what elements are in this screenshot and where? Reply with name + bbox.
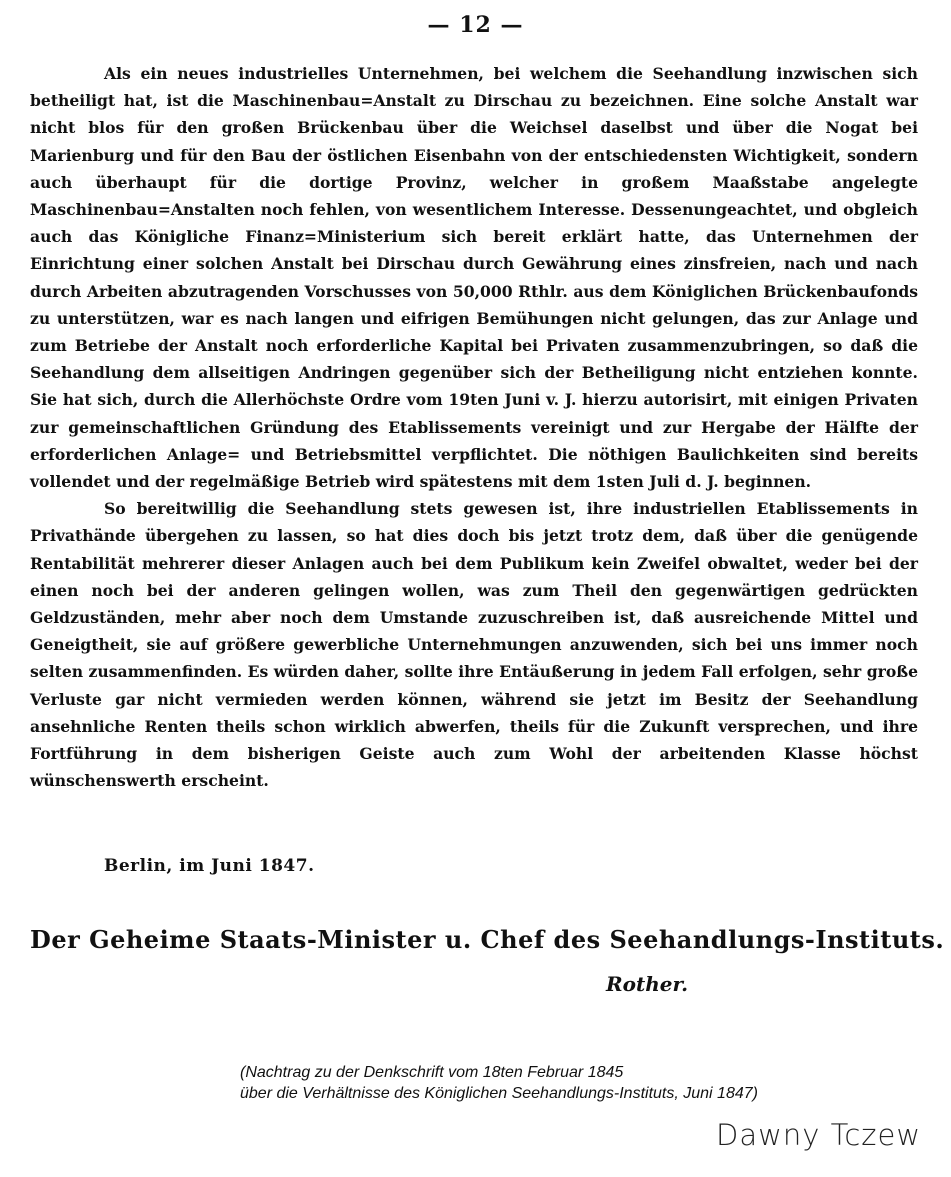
watermark: Dawny Tczew (716, 1118, 922, 1152)
source-footnote (240, 1062, 758, 1104)
page-number: — 12 — (427, 12, 524, 38)
footnote-line-2: über die Verhältnisse des Königlichen Seehandlungs-Instituts, Juni 1847) (240, 1085, 758, 1102)
paragraph-2: So bereitwillig die Seehandlung stets gewesen ist, ihre industriellen Etablissements in Privathände übergehen zu lassen, so hat dies doch bis jetzt trotz dem, daß über die genügende Rentabilität mehrerer dieser Anlagen auch bei dem Publikum kein Zweifel obwaltet, weder bei der einen noch bei der anderen gelingen wollen, was zum Theil den gegenwärtigen gedrückten Geldzuständen, mehr aber noch dem Umstande zuzuschreiben ist, daß ausreichende Mittel und Geneigtheit, sie auf größere gewerbliche Unternehmungen anzuwenden, sich bei uns immer noch selten zusammenfinden. Es würden daher, sollte ihre Entäußerung in jedem Fall erfolgen, sehr große Verluste gar nicht vermieden werden können, während sie jetzt im Besitz der Seehandlung ansehnliche Renten theils schon wirklich abwerfen, theils für die Zukunft versprechen, und ihre Fortführung in dem bisherigen Geiste auch zum Wohl der arbeitenden Klasse höchst wünschenswerth erscheint. (30, 499, 918, 791)
signature-title: Der Geheime Staats-Minister u. Chef des Seehandlungs-Instituts. (30, 925, 945, 954)
document-body (30, 60, 918, 794)
signature-name: Rother. (606, 972, 689, 996)
paragraph-1: Als ein neues industrielles Unternehmen, bei welchem die Seehandlung inzwischen sich betheiligt hat, ist die Maschinenbau=Anstalt zu Dirschau zu bezeichnen. Eine solche Anstalt war nicht blos für den großen Brückenbau über die Weichsel daselbst und über die Nogat bei Marienburg und für den Bau der östlichen Eisenbahn von der entschiedensten Wichtigkeit, sondern auch überhaupt für die dortige Provinz, welcher in großem Maaßstabe angelegte Maschinenbau=Anstalten noch fehlen, von wesentlichem Interesse. Dessenungeachtet, und obgleich auch das Königliche Finanz=Ministerium sich bereit erklärt hatte, das Unternehmen der Einrichtung einer solchen Anstalt bei Dirschau durch Gewährung eines zinsfreien, nach und nach durch Arbeiten abzutragenden Vorschusses von 50,000 Rthlr. aus dem Königlichen Brückenbaufonds zu unterstützen, war es nach langen und eifrigen Bemühungen nicht gelungen, das zur Anlage und zum Betriebe der Anstalt noch erforderliche Kapital bei Privaten zusammenzubringen, so daß die Seehandlung dem allseitigen Andringen gegenüber sich der Betheiligung nicht entziehen konnte. Sie hat sich, durch die Allerhöchste Ordre vom 19ten Juni v. J. hierzu autorisirt, mit einigen Privaten zur gemeinschaftlichen Gründung des Etablissements vereinigt und zur Hergabe der Hälfte der erforderlichen Anlage= und Betriebsmittel verpflichtet. Die nöthigen Baulichkeiten sind bereits vollendet und der regelmäßige Betrieb wird spätestens mit dem 1sten Juli d. J. beginnen. (30, 64, 918, 492)
footnote-line-1: (Nachtrag zu der Denkschrift vom 18ten Februar 1845 (240, 1064, 624, 1081)
date-line: Berlin, im Juni 1847. (104, 856, 315, 876)
